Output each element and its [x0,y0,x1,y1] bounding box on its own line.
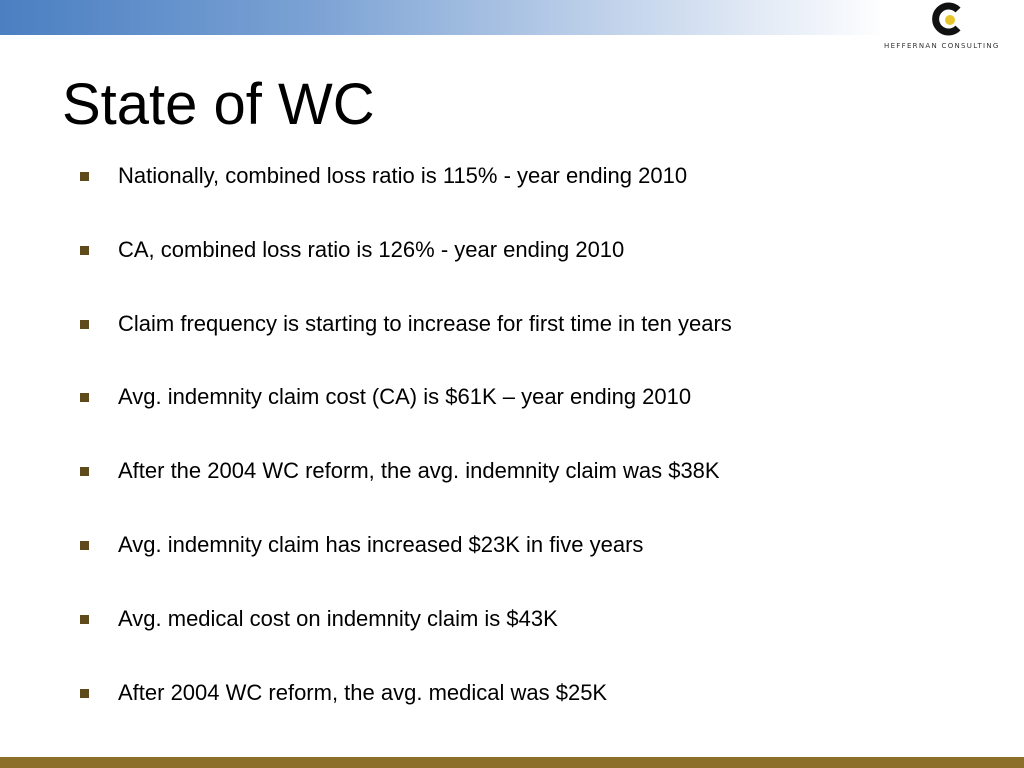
bullet-item [0,298,1024,372]
bullet-text: Avg. medical cost on indemnity claim is $43K [118,605,558,631]
bullet-text: Claim frequency is starting to increase for first time in ten years [118,310,732,336]
square-bullet-icon [80,467,89,476]
bullet-text: Nationally, combined loss ratio is 115% - year ending 2010 [118,163,688,188]
bullet-text: CA, combined loss ratio is 126% - year ending 2010 [118,236,625,262]
company-logo [880,0,1024,56]
bullet-text: Avg. indemnity claim has increased $23K in five years [118,531,644,557]
square-bullet-icon [80,393,89,402]
bullet-text: Avg. indemnity claim cost (CA) is $61K – year ending 2010 [118,384,692,410]
top-gradient-band [0,0,888,35]
bullet-text: After 2004 WC reform, the avg. medical was $25K [118,679,608,705]
bullet-list [0,150,1024,740]
heffernan-logo-icon [931,2,965,36]
square-bullet-icon [80,615,89,624]
square-bullet-icon [80,246,89,255]
bullet-item [0,667,1024,741]
bullet-item [0,150,1024,224]
bullet-item [0,519,1024,593]
square-bullet-icon [80,541,89,550]
square-bullet-icon [80,172,89,181]
square-bullet-icon [80,320,89,329]
bottom-accent-bar [0,757,1024,768]
bullet-item [0,224,1024,298]
logo-text: HEFFERNAN CONSULTING [884,42,1000,50]
bullet-text: After the 2004 WC reform, the avg. indemnity claim was $38K [118,458,720,484]
bullet-item [0,445,1024,519]
slide-title: State of WC [62,72,375,137]
square-bullet-icon [80,689,89,698]
bullet-item [0,593,1024,667]
bullet-item [0,371,1024,445]
